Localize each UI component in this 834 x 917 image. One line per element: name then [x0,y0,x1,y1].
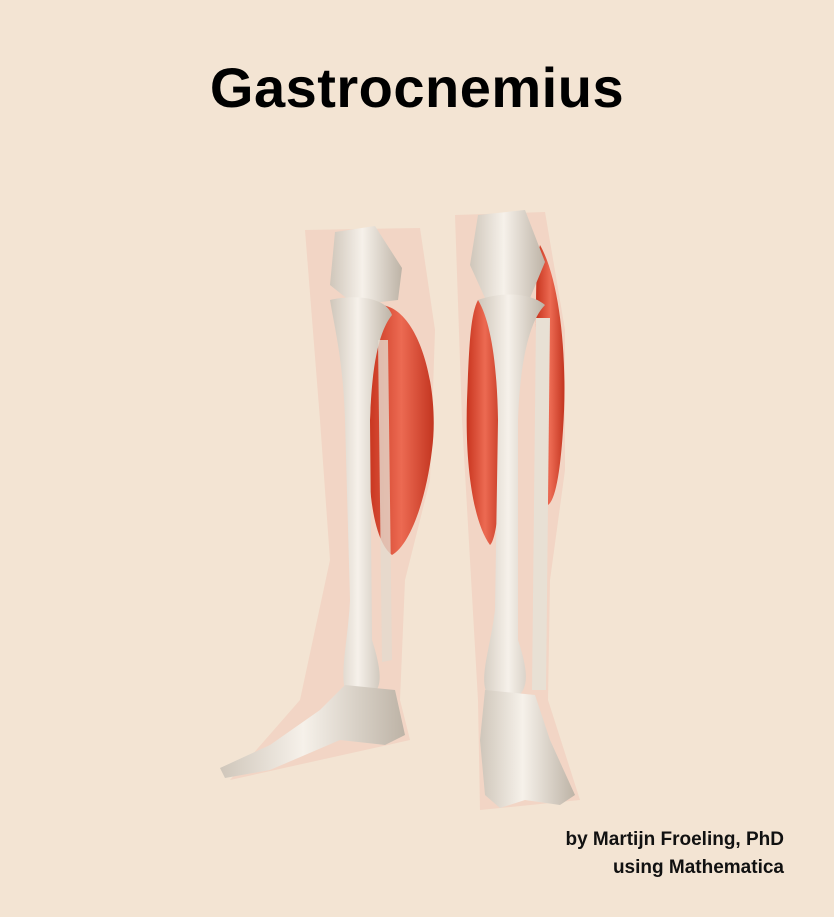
right-leg [455,210,580,810]
left-leg [220,226,435,780]
author-credit [565,826,784,882]
credit-author-line: by Martijn Froeling, PhD [565,829,784,850]
credit-tool-line: using Mathematica [612,857,784,878]
page-title: Gastrocnemius [209,56,625,119]
